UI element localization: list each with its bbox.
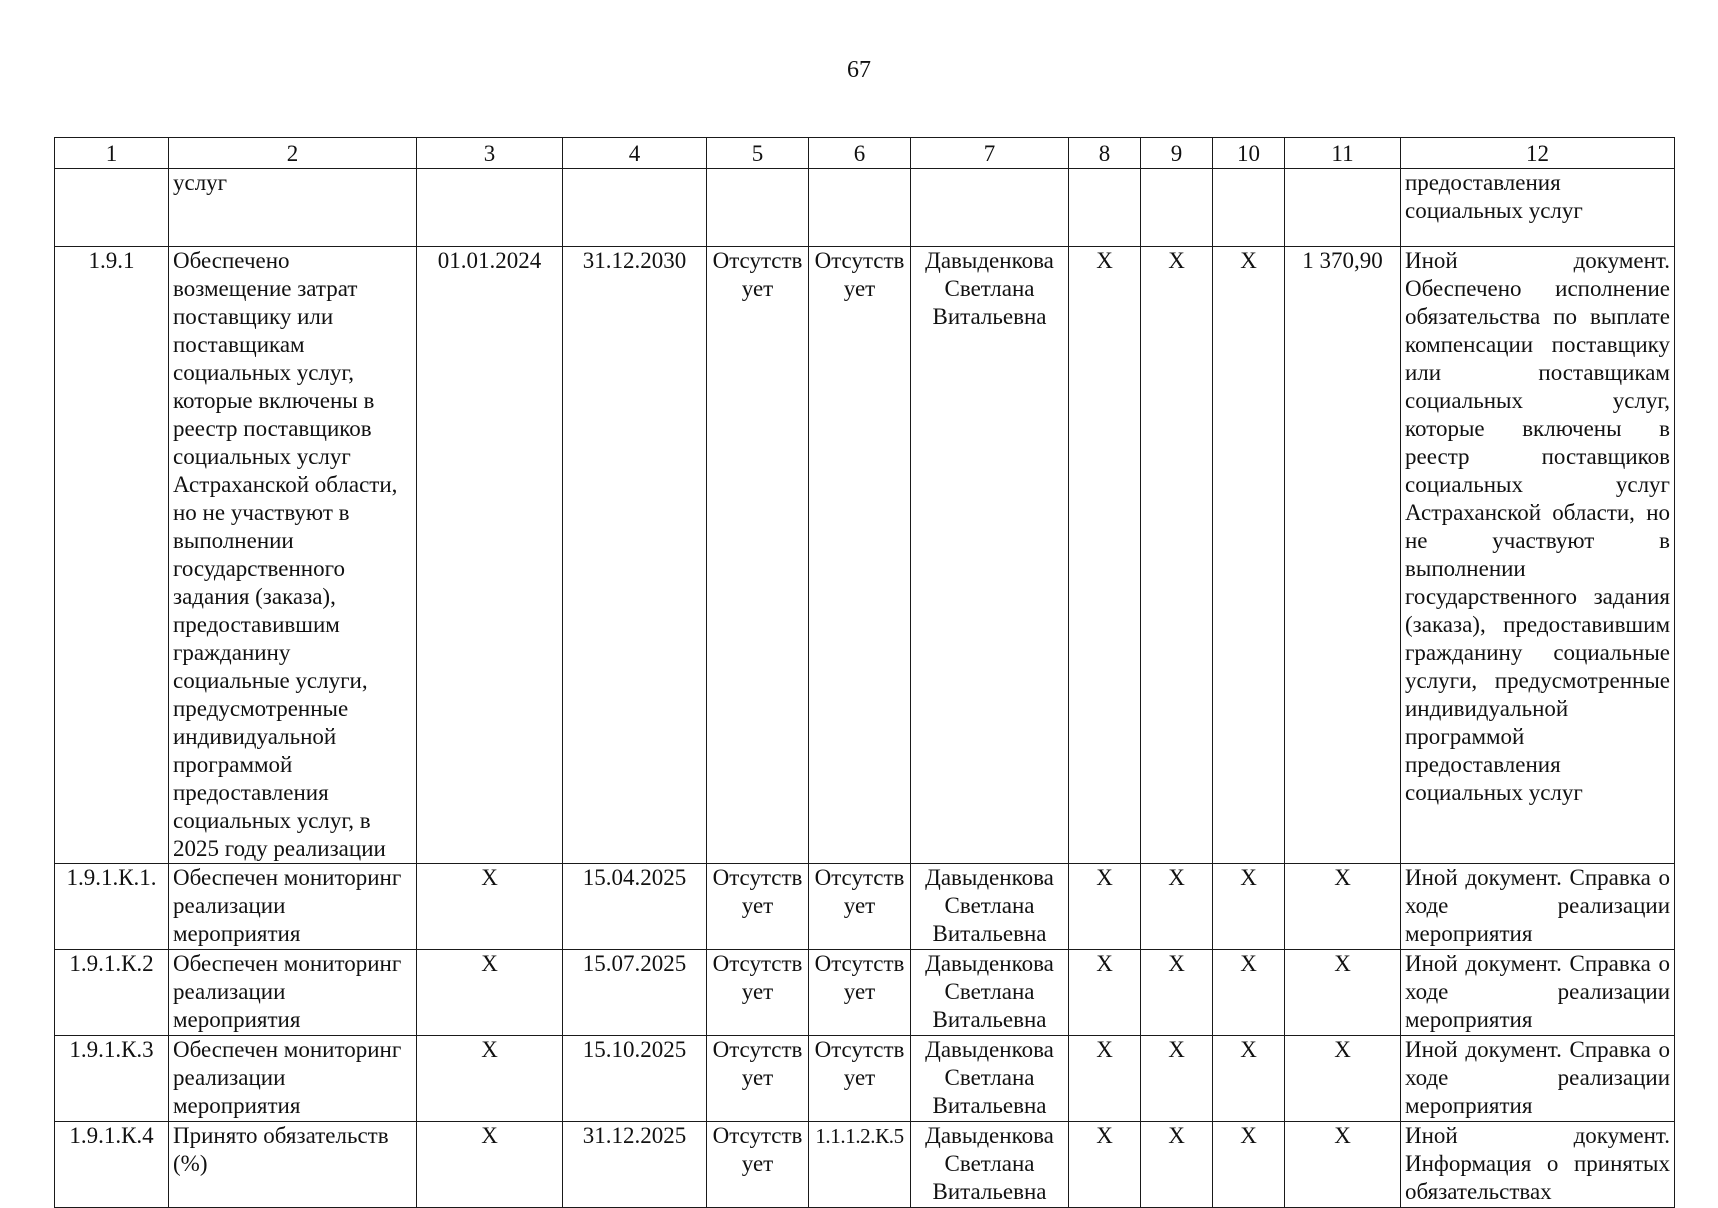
cell-name: услуг	[169, 169, 417, 247]
cell-responsible: Давыденкова Светлана Витальевна	[911, 247, 1069, 864]
cell-id: 1.9.1.К.1.	[55, 864, 169, 950]
cell-col11: X	[1285, 1036, 1401, 1122]
cell-col11	[1285, 169, 1401, 247]
cell-col5: Отсутствует	[707, 1122, 809, 1208]
cell-responsible: Давыденкова Светлана Витальевна	[911, 864, 1069, 950]
cell-end: 15.07.2025	[563, 950, 707, 1036]
cell-col9: X	[1141, 864, 1213, 950]
column-header: 1	[55, 138, 169, 169]
cell-start: X	[417, 864, 563, 950]
cell-col11: 1 370,90	[1285, 247, 1401, 864]
cell-col8	[1069, 169, 1141, 247]
cell-col5	[707, 169, 809, 247]
page-number: 67	[847, 57, 871, 83]
cell-col5: Отсутствует	[707, 864, 809, 950]
cell-col5: Отсутствует	[707, 247, 809, 864]
cell-col9: X	[1141, 950, 1213, 1036]
cell-name: Обеспечено возмещение затрат поставщику или поставщикам социальных услуг, которые включены в реестр поставщиков социальных услуг Астраханской области, но не участвуют в выполнении государственного задания (заказа), предоставившим гражданину социальные услуги, предусмотренные индивидуальной программой предоставления социальных услуг, в 2025 году реализации	[169, 247, 417, 864]
table-row	[55, 169, 1675, 247]
cell-col11: X	[1285, 1122, 1401, 1208]
column-header: 9	[1141, 138, 1213, 169]
cell-col6: Отсутствует	[809, 247, 911, 864]
table-row	[55, 950, 1675, 1036]
cell-result: Иной документ. Справка о ходе реализации мероприятия	[1401, 864, 1675, 950]
cell-start: 01.01.2024	[417, 247, 563, 864]
cell-result: Иной документ. Информация о принятых обязательствах	[1401, 1122, 1675, 1208]
table-row	[55, 1036, 1675, 1122]
cell-name: Обеспечен мониторинг реализации мероприятия	[169, 950, 417, 1036]
table-row	[55, 1122, 1675, 1208]
cell-col10: X	[1213, 247, 1285, 864]
cell-col8: X	[1069, 1122, 1141, 1208]
cell-responsible: Давыденкова Светлана Витальевна	[911, 950, 1069, 1036]
cell-col6: Отсутствует	[809, 864, 911, 950]
table-row	[55, 864, 1675, 950]
cell-responsible: Давыденкова Светлана Витальевна	[911, 1122, 1069, 1208]
cell-col10: X	[1213, 950, 1285, 1036]
cell-responsible: Давыденкова Светлана Витальевна	[911, 1036, 1069, 1122]
cell-col10: X	[1213, 1122, 1285, 1208]
cell-col11: X	[1285, 950, 1401, 1036]
cell-col8: X	[1069, 950, 1141, 1036]
cell-col6: Отсутствует	[809, 950, 911, 1036]
cell-id: 1.9.1.К.3	[55, 1036, 169, 1122]
cell-name: Принято обязательств (%)	[169, 1122, 417, 1208]
column-header: 4	[563, 138, 707, 169]
cell-name: Обеспечен мониторинг реализации мероприятия	[169, 1036, 417, 1122]
cell-col8: X	[1069, 1036, 1141, 1122]
cell-end: 15.04.2025	[563, 864, 707, 950]
cell-start: X	[417, 1122, 563, 1208]
cell-id	[55, 169, 169, 247]
cell-col10: X	[1213, 1036, 1285, 1122]
table-row	[55, 247, 1675, 864]
cell-col8: X	[1069, 247, 1141, 864]
cell-col6: 1.1.1.2.К.5	[809, 1122, 911, 1208]
cell-result: Иной документ. Справка о ходе реализации мероприятия	[1401, 1036, 1675, 1122]
cell-end: 31.12.2030	[563, 247, 707, 864]
cell-col5: Отсутствует	[707, 950, 809, 1036]
cell-start: X	[417, 1036, 563, 1122]
column-header: 3	[417, 138, 563, 169]
cell-result: предоставления социальных услуг	[1401, 169, 1675, 247]
column-header: 7	[911, 138, 1069, 169]
cell-responsible	[911, 169, 1069, 247]
column-header: 2	[169, 138, 417, 169]
cell-col9: X	[1141, 1036, 1213, 1122]
plan-table	[54, 137, 1675, 1208]
cell-result: Иной документ. Справка о ходе реализации мероприятия	[1401, 950, 1675, 1036]
column-header: 6	[809, 138, 911, 169]
cell-id: 1.9.1.К.2	[55, 950, 169, 1036]
column-header: 11	[1285, 138, 1401, 169]
cell-end: 15.10.2025	[563, 1036, 707, 1122]
cell-id: 1.9.1.К.4	[55, 1122, 169, 1208]
cell-end: 31.12.2025	[563, 1122, 707, 1208]
cell-col6: Отсутствует	[809, 1036, 911, 1122]
cell-start: X	[417, 950, 563, 1036]
header-row	[55, 138, 1675, 169]
cell-col8: X	[1069, 864, 1141, 950]
cell-result: Иной документ. Обеспечено исполнение обязательства по выплате компенсации поставщику или поставщикам социальных услуг, которые включены в реестр поставщиков социальных услуг Астраханской области, но не участвуют в выполнении государственного задания (заказа), предоставившим гражданину социальные услуги, предусмотренные индивидуальной программой предоставления социальных услуг	[1401, 247, 1675, 864]
column-header: 10	[1213, 138, 1285, 169]
cell-col9	[1141, 169, 1213, 247]
cell-start	[417, 169, 563, 247]
cell-col9: X	[1141, 1122, 1213, 1208]
cell-name: Обеспечен мониторинг реализации мероприятия	[169, 864, 417, 950]
column-header: 12	[1401, 138, 1675, 169]
cell-col10: X	[1213, 864, 1285, 950]
cell-col5: Отсутствует	[707, 1036, 809, 1122]
cell-end	[563, 169, 707, 247]
cell-id: 1.9.1	[55, 247, 169, 864]
cell-col10	[1213, 169, 1285, 247]
cell-col9: X	[1141, 247, 1213, 864]
cell-col11: X	[1285, 864, 1401, 950]
column-header: 8	[1069, 138, 1141, 169]
column-header: 5	[707, 138, 809, 169]
cell-col6	[809, 169, 911, 247]
